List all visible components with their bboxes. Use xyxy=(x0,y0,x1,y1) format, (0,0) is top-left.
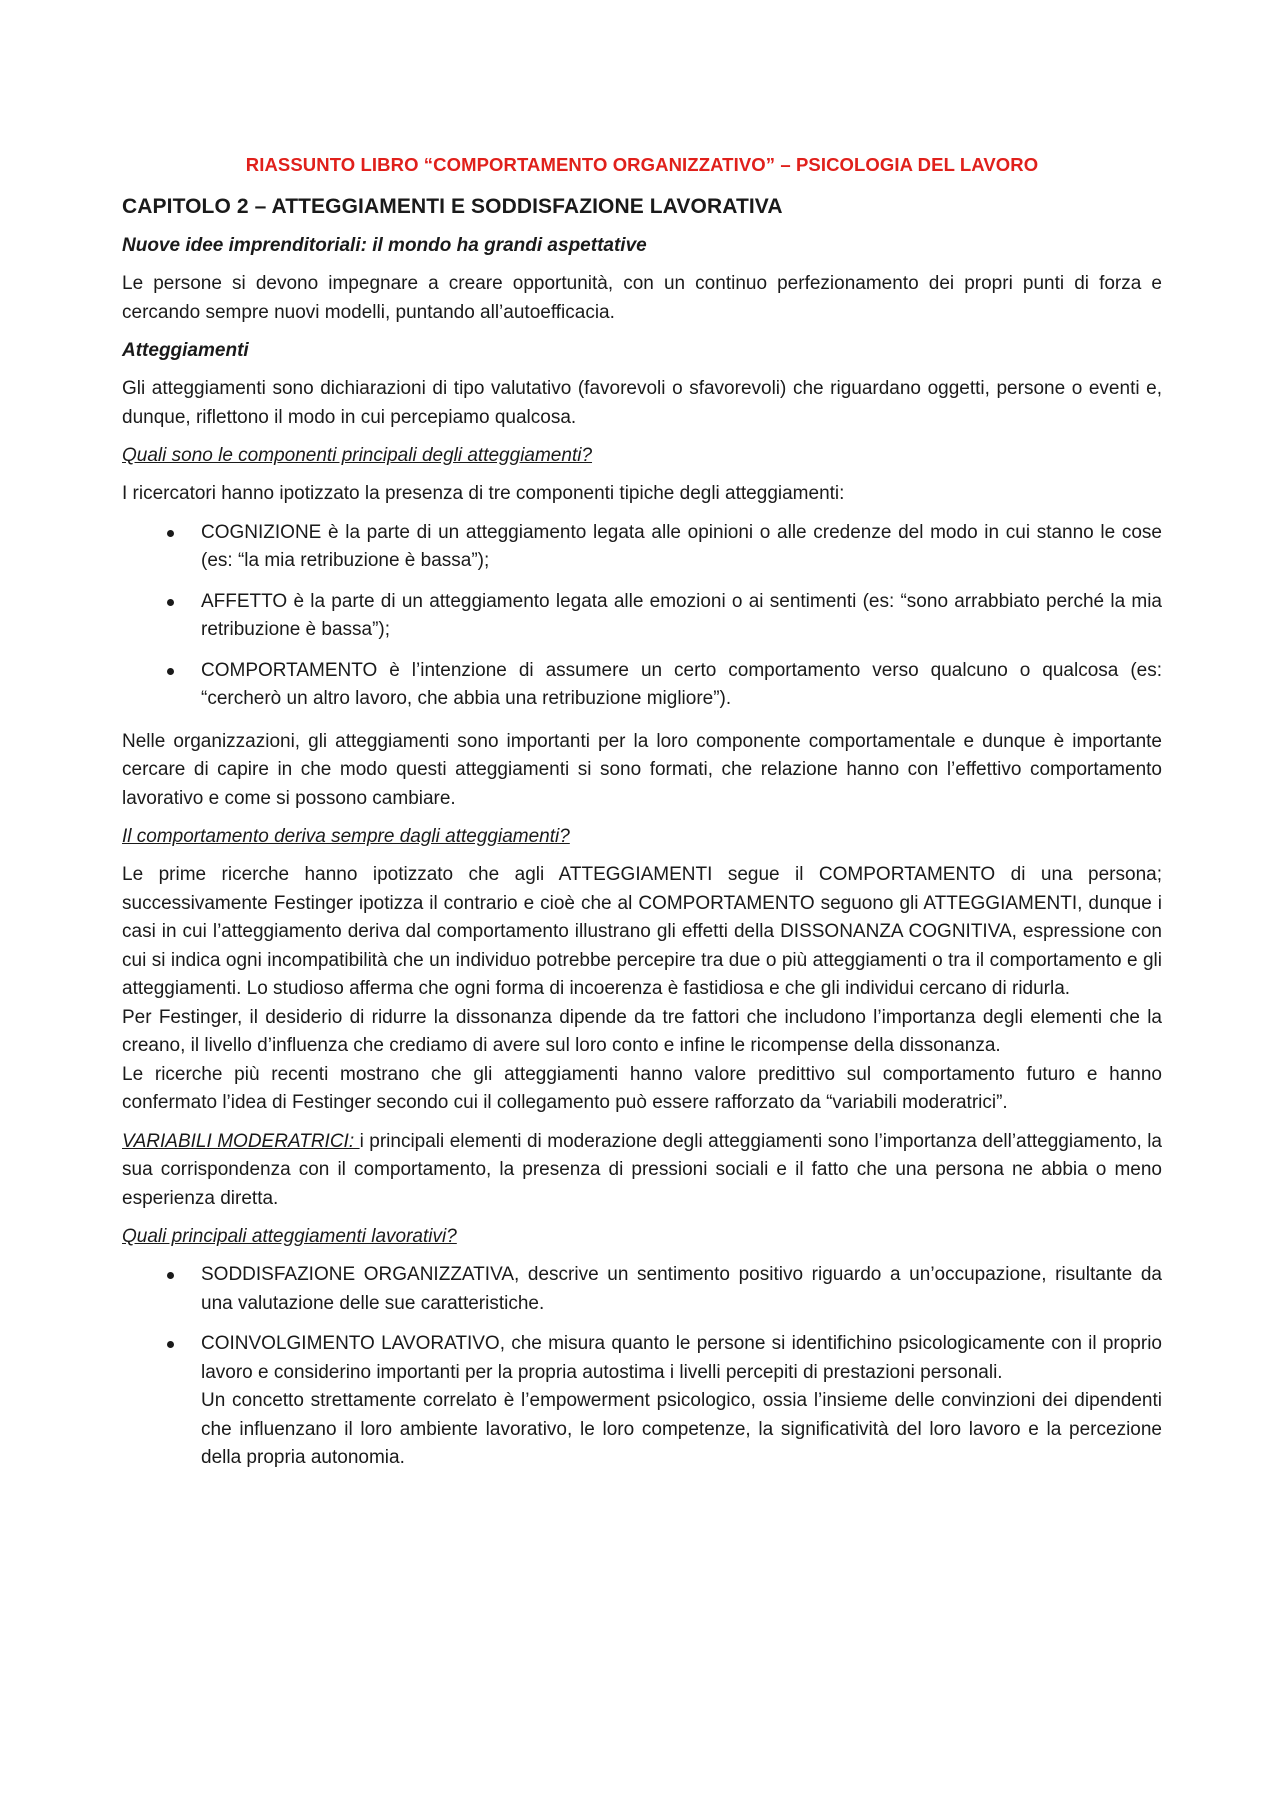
bullet-icon xyxy=(167,1272,174,1279)
list-item xyxy=(122,657,1162,714)
list-item-text-continued: Un concetto strettamente correlato è l’empowerment psicologico, ossia l’insieme delle convinzioni dei dipendenti che influenzano il loro ambiente lavorativo, le loro competenze, la significatività del loro lavoro e la percezione della propria autonomia. xyxy=(201,1390,1162,1468)
atteggiamenti-lavorativi-list xyxy=(122,1261,1162,1473)
section-heading-atteggiamenti: Atteggiamenti xyxy=(122,340,249,361)
paragraph-organizzazioni: Nelle organizzazioni, gli atteggiamenti sono importanti per la loro componente comportamentale e dunque è importante cercare di capire in che modo questi atteggiamenti si sono formati, che relazione hanno con l’effettivo comportamento lavorativo e come si possono cambiare. xyxy=(122,730,1162,809)
list-item-text: COINVOLGIMENTO LAVORATIVO, che misura quanto le persone si identifichino psicologicamente con il proprio lavoro e considerino importanti per la propria autostima i livelli percepiti di prestazioni personali. xyxy=(201,1333,1162,1383)
section-heading-atteggiamenti-lavorativi: Quali principali atteggiamenti lavorativi? xyxy=(122,1226,457,1247)
variabili-moderatrici-label: VARIABILI MODERATRICI: xyxy=(122,1130,360,1152)
list-item-text: SODDISFAZIONE ORGANIZZATIVA, descrive un sentimento positivo riguardo a un’occupazione, risultante da una valutazione delle sue caratteristiche. xyxy=(201,1264,1162,1314)
paragraph-componenti-intro: I ricercatori hanno ipotizzato la presenza di tre componenti tipiche degli atteggiamenti: xyxy=(122,483,845,504)
document-page xyxy=(122,152,1162,1487)
bullet-icon xyxy=(167,668,174,675)
paragraph-nuove-idee: Le persone si devono impegnare a creare opportunità, con un continuo perfezionamento dei propri punti di forza e cercando sempre nuovi modelli, puntando all’autoefficacia. xyxy=(122,273,1162,323)
section-heading-nuove-idee: Nuove idee imprenditoriali: il mondo ha grandi aspettative xyxy=(122,235,647,256)
document-title: RIASSUNTO LIBRO “COMPORTAMENTO ORGANIZZATIVO” – PSICOLOGIA DEL LAVORO xyxy=(245,154,1039,175)
bullet-icon xyxy=(167,1341,174,1348)
list-item-text: COMPORTAMENTO è l’intenzione di assumere un certo comportamento verso qualcuno o qualcosa (es: “cercherò un altro lavoro, che abbia una retribuzione migliore”). xyxy=(201,659,1162,709)
chapter-heading: CAPITOLO 2 – ATTEGGIAMENTI E SODDISFAZIONE LAVORATIVA xyxy=(122,195,783,218)
bullet-icon xyxy=(167,599,174,606)
variabili-moderatrici-text: i principali elementi di moderazione degli atteggiamenti sono l’importanza dell’atteggiamento, la sua corrispondenza con il comportamento, la presenza di pressioni sociali e il fatto che una persona ne abbia o meno esperienza diretta. xyxy=(122,1130,1162,1209)
componenti-list xyxy=(122,519,1162,714)
paragraph-atteggiamenti: Gli atteggiamenti sono dichiarazioni di tipo valutativo (favorevoli o sfavorevoli) che riguardano oggetti, persone o eventi e, dunque, riflettono il modo in cui percepiamo qualcosa. xyxy=(122,378,1162,428)
section-heading-componenti: Quali sono le componenti principali degli atteggiamenti? xyxy=(122,445,593,466)
list-item xyxy=(122,588,1162,645)
list-item xyxy=(122,1261,1162,1318)
list-item-text: AFFETTO è la parte di un atteggiamento legata alle emozioni o ai sentimenti (es: “sono arrabbiato perché la mia retribuzione è bassa”); xyxy=(201,590,1162,640)
list-item xyxy=(122,1330,1162,1473)
list-item-text: COGNIZIONE è la parte di un atteggiamento legata alle opinioni o alle credenze del modo in cui stanno le cose (es: “la mia retribuzione è bassa”); xyxy=(201,521,1162,571)
section-heading-comportamento: Il comportamento deriva sempre dagli atteggiamenti? xyxy=(122,826,570,847)
list-item xyxy=(122,519,1162,576)
bullet-icon xyxy=(167,530,174,537)
paragraph-festinger-2: Per Festinger, il desiderio di ridurre la dissonanza dipende da tre fattori che includono l’importanza degli elementi che la creano, il livello d’influenza che crediamo di avere sul loro conto e infine le ricompense della dissonanza. xyxy=(122,1006,1162,1056)
paragraph-festinger-3: Le ricerche più recenti mostrano che gli atteggiamenti hanno valore predittivo sul comportamento futuro e hanno confermato l’idea di Festinger secondo cui il collegamento può essere rafforzato da “variabili moderatrici”. xyxy=(122,1063,1162,1113)
paragraph-festinger-1: Le prime ricerche hanno ipotizzato che agli ATTEGGIAMENTI segue il COMPORTAMENTO di una persona; successivamente Festinger ipotizza il contrario e cioè che al COMPORTAMENTO seguono gli ATTEGGIAMENTI, dunque i casi in cui l’atteggiamento deriva dal comportamento illustrano gli effetti della DISSONANZA COGNITIVA, espressione con cui si indica ogni incompatibilità che un individuo potrebbe percepire tra due o più atteggiamenti o tra il comportamento e gli atteggiamenti. Lo studioso afferma che ogni forma di incoerenza è fastidiosa e che gli individui cercano di ridurla. xyxy=(122,864,1162,999)
paragraph-variabili-moderatrici xyxy=(122,1128,1162,1214)
